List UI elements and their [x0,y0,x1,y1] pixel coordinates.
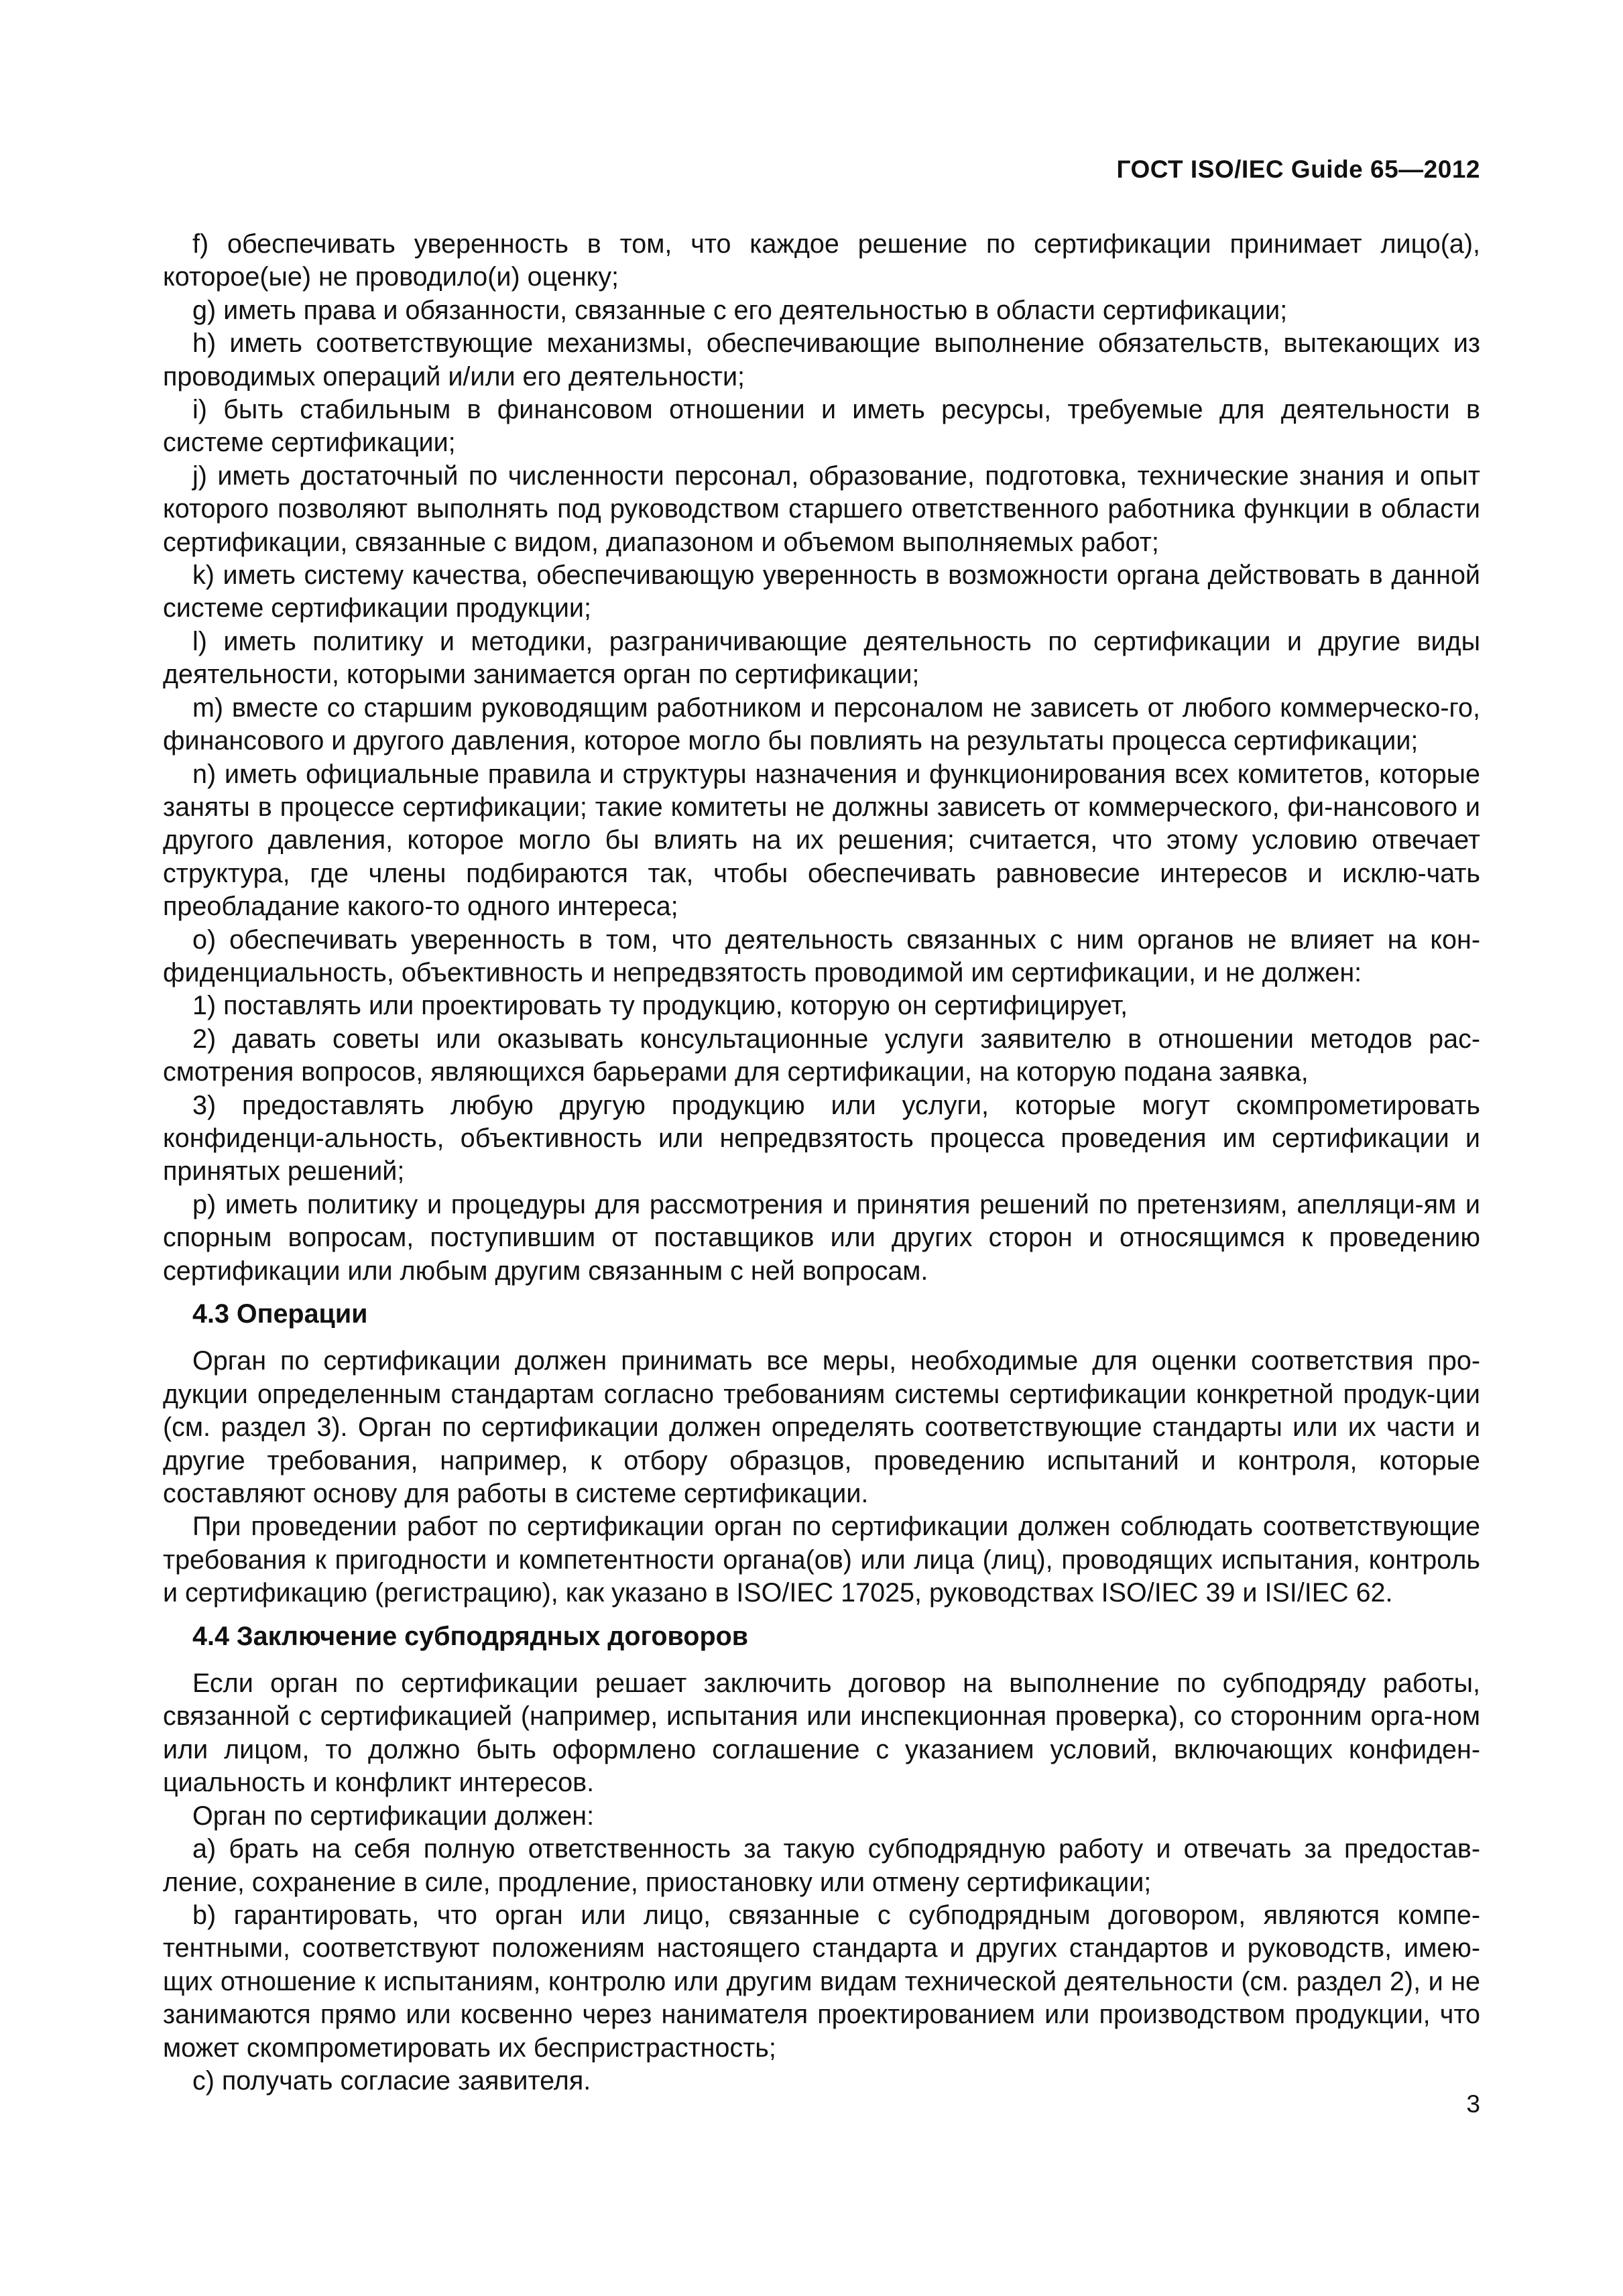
section-heading-4-4: 4.4 Заключение субподрядных договоров [192,1621,748,1651]
list-item-h: h) иметь соответствующие механизмы, обеспечивающие выполнение обязательств, вытекающих из проводимых операций и/или его деятельности; [163,328,1480,391]
section-4-4-item-a: a) брать на себя полную ответственность за такую субподрядную работу и отвечать за предостав-ление, сохранение в силе, продление, приостановку или отмену сертификации; [163,1834,1480,1897]
list-item-n: n) иметь официальные правила и структуры назначения и функционирования всех комитетов, которые заняты в процессе сертификации; такие комитеты не должны зависеть от коммерческого, фи-нансового и другого давления, которое могло бы влиять на их решения; считается, что этому условию отвечает структура, где члены подбираются так, чтобы обеспечивать равновесие интересов и исклю-чать преобладание какого-то одного интереса; [163,759,1480,922]
section-4-3-paragraph: При проведении работ по сертификации орган по сертификации должен соблюдать соответствующие требования к пригодности и компетентности органа(ов) или лица (лиц), проводящих испытания, контроль и сертификацию (регистрацию), как указано в ISO/IEC 17025, руководствах ISO/IEC 39 и ISI/IEC 62. [163,1512,1480,1608]
section-heading-4-3: 4.3 Операции [192,1299,368,1329]
section-4-4-paragraph: Орган по сертификации должен: [192,1801,595,1831]
sub-item-3: 3) предоставлять любую другую продукцию или услуги, которые могут скомпрометировать конфиденци-альность, объективность или непредвзятость процесса проведения им сертификации и принятых решений; [163,1090,1480,1187]
list-item-k: k) иметь систему качества, обеспечивающую уверенность в возможности органа действовать в данной системе сертификации продукции; [163,560,1480,623]
list-item-p: p) иметь политику и процедуры для рассмотрения и принятия решений по претензиям, апелляци-ям и спорным вопросам, поступившим от поставщиков или других сторон и относящимся к проведению сертификации или любым другим связанным с ней вопросам. [163,1189,1480,1286]
page-number: 3 [1466,2090,1480,2118]
section-4-4-item-b: b) гарантировать, что орган или лицо, связанные с субподрядным договором, являются компе-тентными, соответствуют положениям настоящего стандарта и других стандартов и руководств, имею-щих отношение к испытаниям, контролю или другим видам технической деятельности (см. раздел 2), и не занимаются прямо или косвенно через нанимателя проектированием или производством продукции, что может скомпрометировать их беспристрастность; [163,1900,1480,2063]
section-4-3-paragraph: Орган по сертификации должен принимать все меры, необходимые для оценки соответствия про-дукции определенным стандартам согласно требованиям системы сертификации конкретной продук-ции (см. раздел 3). Орган по сертификации должен определять соответствующие стандарты или их части и другие требования, например, к отбору образцов, проведению испытаний и контроля, которые составляют основу для работы в системе сертификации. [163,1346,1480,1509]
list-item-o: o) обеспечивать уверенность в том, что деятельность связанных с ним органов не влияет на кон-фиденциальность, объективность и непредвзятость проводимой им сертификации, и не должен: [163,924,1480,987]
list-item-m: m) вместе со старшим руководящим работником и персоналом не зависеть от любого коммерческо-го, финансового и другого давления, которое могло бы повлиять на результаты процесса сертификации; [163,692,1480,756]
list-item-g: g) иметь права и обязанности, связанные с его деятельностью в области сертификации; [192,295,1288,325]
document-body [163,228,1480,2098]
section-4-4-item-c: c) получать согласие заявителя. [192,2065,591,2096]
sub-item-2: 2) давать советы или оказывать консультационные услуги заявителю в отношении методов рас-смотрения вопросов, являющихся барьерами для сертификации, на которую подана заявка, [163,1024,1480,1087]
list-item-f: f) обеспечивать уверенность в том, что каждое решение по сертификации принимает лицо(а), которое(ые) не проводило(и) оценку; [163,229,1480,292]
list-item-l: l) иметь политику и методики, разграничивающие деятельность по сертификации и другие виды деятельности, которыми занимается орган по сертификации; [163,626,1480,690]
list-item-j: j) иметь достаточный по численности персонал, образование, подготовка, технические знания и опыт которого позволяют выполнять под руководством старшего ответственного работника функции в области сертификации, связанные с видом, диапазоном и объемом выполняемых работ; [163,461,1480,557]
sub-item-1: 1) поставлять или проектировать ту продукцию, которую он сертифицирует, [192,991,1128,1021]
list-item-i: i) быть стабильным в финансовом отношении и иметь ресурсы, требуемые для деятельности в системе сертификации; [163,395,1480,458]
document-header: ГОСТ ISO/IEC Guide 65—2012 [1116,156,1480,183]
section-4-4-paragraph: Если орган по сертификации решает заключить договор на выполнение по субподряду работы, связанной с сертификацией (например, испытания или инспекционная проверка), со сторонним орга-ном или лицом, то должно быть оформлено соглашение с указанием условий, включающих конфиден-циальность и конфликт интересов. [163,1669,1480,1798]
